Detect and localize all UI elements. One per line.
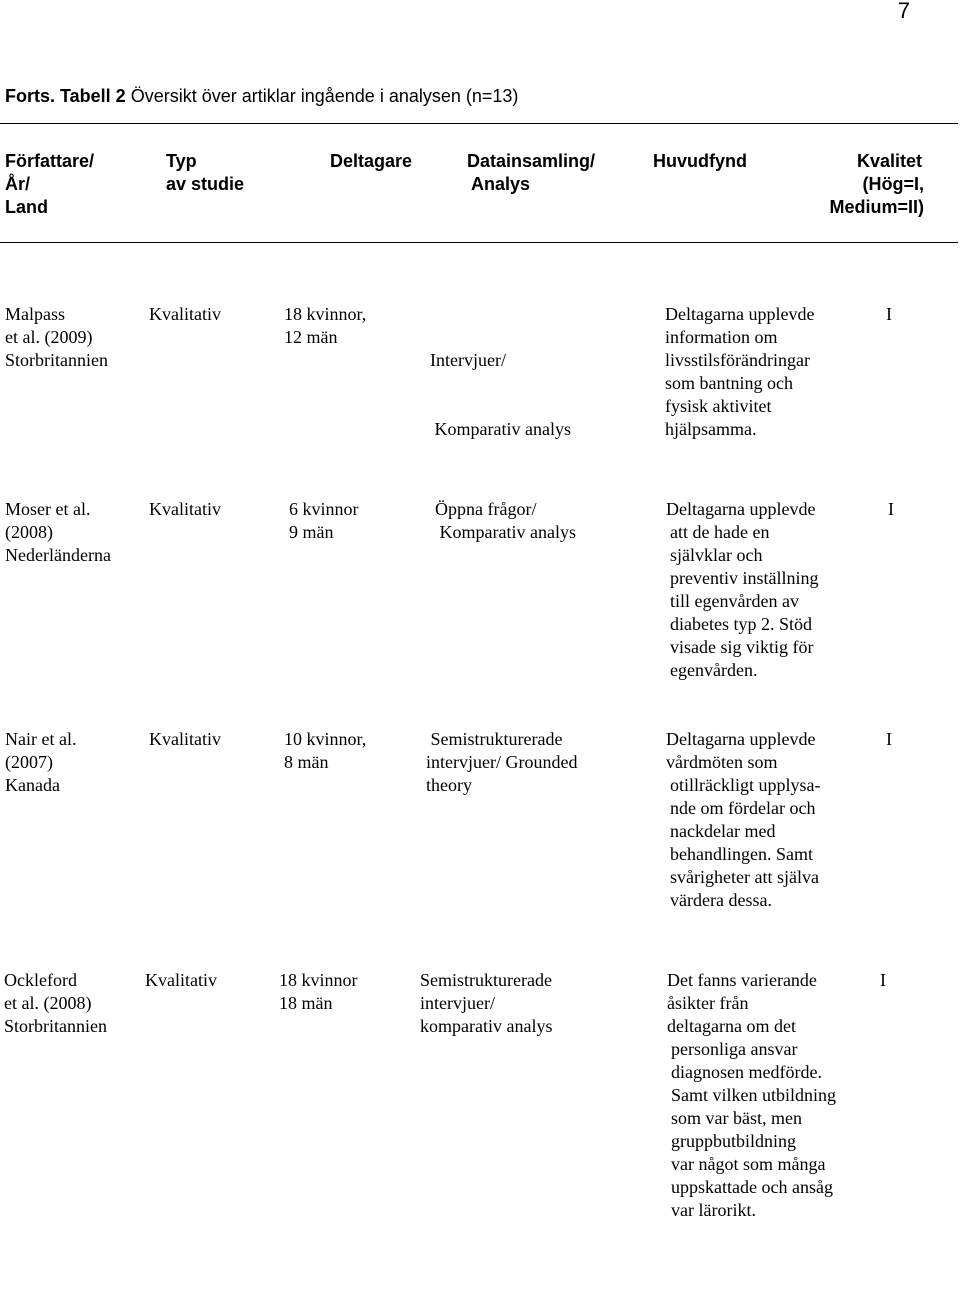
cell-line: vårdmöten som	[666, 752, 778, 772]
cell-line: I	[880, 970, 886, 990]
cell-line: (2008)	[5, 522, 53, 542]
row3-data	[426, 728, 577, 797]
row3-quality	[886, 728, 892, 751]
table-caption	[5, 86, 518, 108]
cell-line: I	[888, 499, 894, 519]
cell-line: åsikter från	[667, 993, 749, 1013]
row1-type	[149, 303, 221, 326]
cell-line: information om	[665, 327, 778, 347]
header-data	[467, 150, 595, 196]
header-findings-line: Huvudfynd	[653, 151, 747, 171]
cell-line: theory	[426, 775, 472, 795]
cell-line: Malpass	[5, 304, 65, 324]
cell-line: diabetes typ 2. Stöd	[670, 614, 812, 634]
cell-line: I	[886, 304, 892, 324]
cell-line: Storbritannien	[4, 1016, 107, 1036]
row4-findings	[667, 969, 836, 1222]
cell-line: nde om fördelar och	[670, 798, 816, 818]
cell-line: Kvalitativ	[149, 729, 221, 749]
header-quality-line: Kvalitet	[856, 151, 922, 171]
cell-line: 18 kvinnor,	[284, 304, 367, 324]
cell-line: var lärorikt.	[671, 1200, 756, 1220]
cell-line: som bantning och	[665, 373, 793, 393]
row3-author	[5, 728, 76, 797]
cell-line: intervjuer/	[420, 993, 495, 1013]
header-quality-line: Medium=II)	[829, 197, 924, 217]
row4-author	[4, 969, 107, 1038]
cell-line: intervjuer/ Grounded	[426, 752, 578, 772]
cell-line: att de hade en	[670, 522, 770, 542]
row2-author	[5, 498, 111, 567]
cell-line: fysisk aktivitet	[665, 396, 772, 416]
row3-participants	[284, 728, 366, 774]
row1-quality	[886, 303, 892, 326]
row3-type	[149, 728, 221, 751]
cell-line: Semistrukturerade	[420, 970, 552, 990]
row2-findings	[666, 498, 818, 682]
cell-line: otillräckligt upplysa-	[670, 775, 821, 795]
row2-quality	[888, 498, 894, 521]
cell-line: 8 män	[284, 752, 329, 772]
header-author-line: Författare/	[5, 151, 95, 171]
header-participants	[330, 150, 412, 173]
cell-line: personliga ansvar	[671, 1039, 798, 1059]
cell-line: et al. (2008)	[4, 993, 92, 1013]
cell-line: Deltagarna upplevde	[666, 499, 816, 519]
cell-line: behandlingen. Samt	[670, 844, 813, 864]
row3-findings	[666, 728, 820, 912]
cell-line: som var bäst, men	[671, 1108, 802, 1128]
cell-line: svårigheter att själva	[670, 867, 819, 887]
header-quality-line: (Hög=I,	[862, 174, 924, 194]
header-author-line: År/	[5, 174, 31, 194]
cell-line: I	[886, 729, 892, 749]
header-type-line: av studie	[166, 174, 245, 194]
header-quality	[829, 150, 924, 219]
row2-type	[149, 498, 221, 521]
row4-participants	[279, 969, 358, 1015]
cell-line: diagnosen medförde.	[671, 1062, 822, 1082]
header-type	[166, 150, 244, 196]
header-author-line: Land	[5, 197, 48, 217]
row1-data	[430, 303, 571, 464]
cell-line: nackdelar med	[670, 821, 776, 841]
caption-label: Forts. Tabell 2	[5, 86, 126, 106]
cell-line: komparativ analys	[420, 1016, 553, 1036]
top-rule	[0, 123, 958, 124]
cell-line: gruppbutbildning	[671, 1131, 796, 1151]
cell-line: 18 män	[279, 993, 333, 1013]
row1-participants	[284, 303, 366, 349]
cell-line: Öppna frågor/	[435, 499, 537, 519]
cell-line: Komparativ analys	[435, 522, 576, 542]
header-rule	[0, 242, 958, 243]
cell-line: visade sig viktig för	[670, 637, 814, 657]
cell-line: 18 kvinnor	[279, 970, 358, 990]
cell-line: Samt vilken utbildning	[671, 1085, 836, 1105]
cell-line: Storbritannien	[5, 350, 108, 370]
caption-text: Översikt över artiklar ingående i analysen (n=13)	[125, 86, 519, 106]
row4-data	[420, 969, 552, 1038]
cell-line: 9 män	[289, 522, 334, 542]
cell-line: Semistrukturerade	[426, 729, 563, 749]
cell-line: var något som många	[671, 1154, 826, 1174]
header-data-line: Analys	[471, 174, 531, 194]
header-type-line: Typ	[166, 151, 197, 171]
cell-line: egenvården.	[670, 660, 758, 680]
cell-line: Nair et al.	[5, 729, 77, 749]
cell-line: Komparativ analys	[430, 419, 571, 439]
cell-line: värdera dessa.	[670, 890, 772, 910]
cell-line: Deltagarna upplevde	[666, 729, 816, 749]
cell-line: självklar och	[670, 545, 763, 565]
row2-data	[435, 498, 576, 544]
page-number: 7	[897, 0, 910, 23]
cell-line: Kvalitativ	[149, 304, 221, 324]
cell-line: deltagarna om det	[667, 1016, 796, 1036]
cell-line: Nederländerna	[5, 545, 111, 565]
row2-participants	[289, 498, 359, 544]
header-data-line: Datainsamling/	[467, 151, 596, 171]
cell-line: 6 kvinnor	[289, 499, 359, 519]
cell-line: Kanada	[5, 775, 60, 795]
cell-line: preventiv inställning	[670, 568, 819, 588]
header-findings	[653, 150, 747, 173]
row1-author	[5, 303, 108, 372]
cell-line: Ockleford	[4, 970, 77, 990]
cell-line: 12 män	[284, 327, 338, 347]
cell-line: Det fanns varierande	[667, 970, 817, 990]
cell-line: (2007)	[5, 752, 53, 772]
cell-line: livsstilsförändringar	[665, 350, 810, 370]
cell-line: et al. (2009)	[5, 327, 93, 347]
cell-line: Deltagarna upplevde	[665, 304, 815, 324]
cell-line: till egenvården av	[670, 591, 799, 611]
cell-line: Kvalitativ	[149, 499, 221, 519]
header-participants-line: Deltagare	[330, 151, 413, 171]
cell-line: 10 kvinnor,	[284, 729, 367, 749]
cell-line: uppskattade och ansåg	[671, 1177, 833, 1197]
header-author	[5, 150, 94, 219]
row4-quality	[880, 969, 886, 992]
row1-findings	[665, 303, 814, 441]
cell-line: Kvalitativ	[145, 970, 217, 990]
cell-line: Moser et al.	[5, 499, 91, 519]
cell-line: hjälpsamma.	[665, 419, 757, 439]
row4-type	[145, 969, 217, 992]
cell-line: Intervjuer/	[430, 350, 506, 370]
